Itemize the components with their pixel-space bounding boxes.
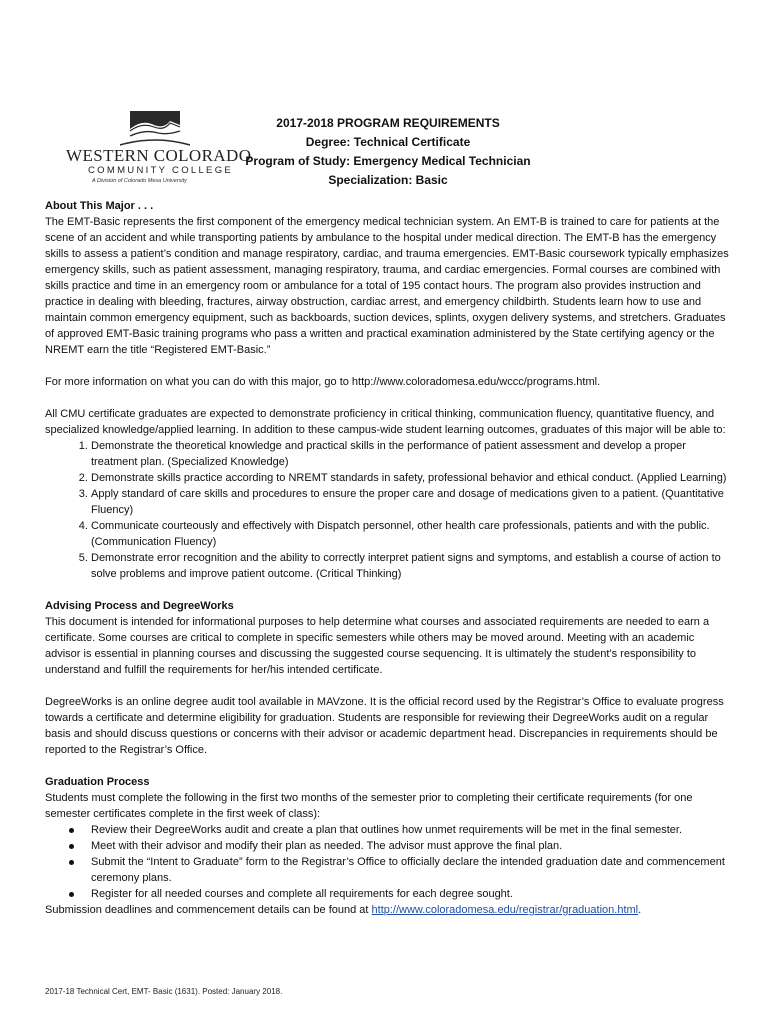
- header-program: Program of Study: Emergency Medical Technician: [245, 154, 531, 168]
- list-item: Meet with their advisor and modify their plan as needed. The advisor must approve the final plan.: [91, 838, 730, 854]
- more-info-text: For more information on what you can do with this major, go to http://www.coloradomesa.edu/wccc/programs.html.: [45, 376, 601, 388]
- logo-name-line1: WESTERN COLORADO: [66, 146, 252, 165]
- deadline-line: [45, 902, 730, 918]
- document-header: [238, 114, 538, 190]
- outcomes-list: [45, 438, 730, 582]
- about-heading: About This Major . . .: [45, 200, 154, 212]
- list-item: Register for all needed courses and complete all requirements for each degree sought.: [91, 886, 730, 902]
- outcomes-intro: All CMU certificate graduates are expected to demonstrate proficiency in critical thinking, communication fluency, quantitative fluency, and specialized knowledge/applied learning. In addition to these campus-wide student learning outcomes, graduates of this major will be able to:: [45, 408, 726, 436]
- list-item: 5. Demonstrate error recognition and the ability to correctly interpret patient signs and symptoms, and establish a course of action to solve problems and improve patient outcome. (Critical Thinking): [91, 550, 730, 582]
- list-item: Review their DegreeWorks audit and create a plan that outlines how unmet requirements will be met in the final semester.: [91, 822, 730, 838]
- document-body: [45, 198, 730, 918]
- advising-heading: Advising Process and DegreeWorks: [45, 600, 234, 612]
- about-paragraph: The EMT-Basic represents the first component of the emergency medical technician system. An EMT-B is trained to care for patients at the scene of an accident and while transporting patients by ambulance to the hospital under medical direction. The EMT-B has the emergency skills to assess a patient’s condition and manage respiratory, cardiac, and trauma emergencies. EMT-Basic coursework typically emphasizes emergency skills, such as patient assessment, managing respiratory, trauma, and cardiac emergencies. Formal courses are combined with skills practice and time in an emergency room or ambulance for a total of 195 contact hours. The program also provides instruction and practice in dealing with bleeding, fractures, airway obstruction, cardiac arrest, and emergency childbirth. Students learn how to use and maintain common emergency equipment, such as backboards, suction devices, splints, oxygen delivery systems, and stretchers. Graduates of approved EMT-Basic training programs who pass a written and practical examination administered by the State certifying agency or the NREMT earn the title “Registered EMT-Basic.”: [45, 216, 729, 356]
- logo-name-line2: COMMUNITY COLLEGE: [88, 165, 234, 176]
- graduation-steps-list: [45, 822, 730, 902]
- header-degree: Degree: Technical Certificate: [305, 135, 471, 149]
- deadline-end: .: [638, 904, 642, 916]
- deadline-text: Submission deadlines and commencement details can be found at: [45, 904, 372, 916]
- header-title: 2017-2018 PROGRAM REQUIREMENTS: [276, 116, 500, 130]
- list-item: 2. Demonstrate skills practice according to NREMT standards in safety, professional behavior and ethical conduct. (Applied Learning): [91, 470, 730, 486]
- list-item: 1. Demonstrate the theoretical knowledge and practical skills in the performance of patient assessment and develop a proper treatment plan. (Specialized Knowledge): [91, 438, 730, 470]
- graduation-heading: Graduation Process: [45, 776, 150, 788]
- advising-paragraph-1: This document is intended for informational purposes to help determine what courses and associated requirements are needed to earn a certificate. Some courses are critical to complete in specific semesters while others may be moved around. Meeting with an academic advisor is essential in planning courses and discussing the suggested course sequencing. It is ultimately the student’s responsibility to understand and fulfill the requirements for her/his intended certificate.: [45, 616, 710, 676]
- list-item: 3. Apply standard of care skills and procedures to ensure the proper care and dosage of medications given to a patient. (Quantitative Fluency): [91, 486, 730, 518]
- list-item: Submit the “Intent to Graduate” form to the Registrar’s Office to officially declare the intended graduation date and commencement ceremony plans.: [91, 854, 730, 886]
- mountain-logo-icon: [120, 109, 190, 147]
- logo-name-line3: A Division of Colorado Mesa University: [92, 178, 187, 184]
- graduation-intro: Students must complete the following in the first two months of the semester prior to completing their certificate requirements (for one semester certificates complete in the first week of class):: [45, 792, 693, 820]
- college-logo: [66, 109, 252, 185]
- header-specialization: Specialization: Basic: [328, 173, 448, 187]
- page-footer: 2017-18 Technical Cert, EMT- Basic (1631). Posted: January 2018.: [45, 987, 283, 996]
- graduation-link[interactable]: http://www.coloradomesa.edu/registrar/graduation.html: [371, 904, 639, 916]
- list-item: 4. Communicate courteously and effectively with Dispatch personnel, other health care professionals, patients and with the public. (Communication Fluency): [91, 518, 730, 550]
- advising-paragraph-2: DegreeWorks is an online degree audit tool available in MAVzone. It is the official record used by the Registrar’s Office to evaluate progress towards a certificate and determine eligibility for graduation. Students are responsible for reviewing their DegreeWorks audit on a regular basis and should discuss questions or concerns with their advisor or academic department head. Discrepancies in requirements should be reported to the Registrar’s Office.: [45, 696, 724, 756]
